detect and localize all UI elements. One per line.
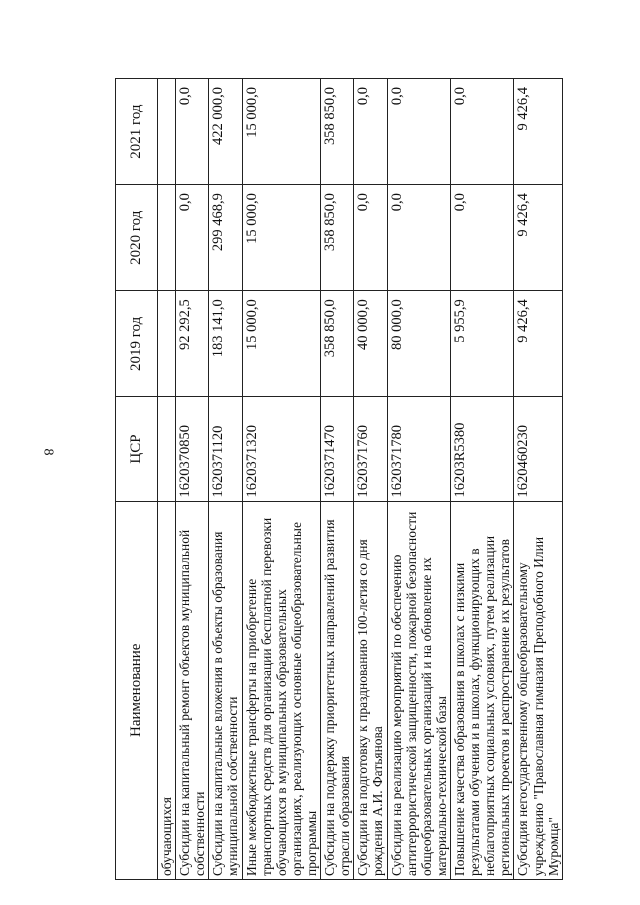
table-row	[176, 79, 209, 880]
row-2021: 358 850,0	[321, 79, 354, 185]
header-2021: 2021 год	[116, 79, 158, 185]
row-2019: 5 955,9	[450, 291, 513, 397]
row-name: Повышение качества образования в школах с низкими результатами обучения и в школах, функционирующих в неблагоприятных социальных условиях, путем реализации региональных проектов и распространение их результатов	[450, 501, 513, 879]
row-code: 1620370850	[176, 397, 209, 501]
row-2020: 0,0	[450, 185, 513, 291]
row-code: 1620371470	[321, 397, 354, 501]
table-row	[209, 79, 242, 880]
row-2020: 299 468,9	[209, 185, 242, 291]
row-code: 1620371780	[387, 397, 450, 501]
row-2021: 0,0	[450, 79, 513, 185]
row-name: Субсидия негосударственному общеобразовательному учреждению "Православная гимназия Преподобного Илии Муромца"	[514, 501, 562, 879]
row-2021: 0,0	[387, 79, 450, 185]
section-continuation-row	[158, 79, 176, 880]
row-2021: 0,0	[354, 79, 387, 185]
row-code: 16203R5380	[450, 397, 513, 501]
row-2020: 0,0	[354, 185, 387, 291]
row-2020: 0,0	[176, 185, 209, 291]
budget-table-rotated	[115, 78, 561, 880]
row-name: Субсидии на капитальные вложения в объекты образования муниципальной собственности	[209, 501, 242, 879]
header-2020: 2020 год	[116, 185, 158, 291]
budget-table	[115, 78, 563, 880]
header-name: Наименование	[116, 501, 158, 879]
header-2019: 2019 год	[116, 291, 158, 397]
row-2019: 40 000,0	[354, 291, 387, 397]
row-2021: 15 000,0	[242, 79, 321, 185]
table-row	[242, 79, 321, 880]
row-2021: 0,0	[176, 79, 209, 185]
row-name: Субсидии на подготовку к празднованию 100-летия со дня рождения А.И. Фатьянова	[354, 501, 387, 879]
row-2020: 0,0	[387, 185, 450, 291]
row-2019: 80 000,0	[387, 291, 450, 397]
page-number: 8	[40, 448, 56, 456]
table-row	[514, 79, 562, 880]
row-2021: 422 000,0	[209, 79, 242, 185]
header-code: ЦСР	[116, 397, 158, 501]
row-2019: 9 426,4	[514, 291, 562, 397]
row-name: Субсидии на поддержку приоритетных направлений развития отрасли образования	[321, 501, 354, 879]
table-row	[387, 79, 450, 880]
row-2019: 15 000,0	[242, 291, 321, 397]
row-name: Иные межбюджетные трансферты на приобретение транспортных средств для организации бесплатной перевозки обучающихся в муниципальных образовательных организациях, реализующих основные общеобразовательные программы	[242, 501, 321, 879]
row-2019: 92 292,5	[176, 291, 209, 397]
row-2019: 183 141,0	[209, 291, 242, 397]
table-header-row	[116, 79, 158, 880]
row-name: Субсидии на реализацию мероприятий по обеспечению антитеррористической защищенности, пожарной безопасности общеобразовательных организаций и на обновление их материально-технической базы	[387, 501, 450, 879]
row-2019: 358 850,0	[321, 291, 354, 397]
row-code: 1620371760	[354, 397, 387, 501]
table-row	[354, 79, 387, 880]
row-2020: 358 850,0	[321, 185, 354, 291]
row-2020: 9 426,4	[514, 185, 562, 291]
row-code: 1620371320	[242, 397, 321, 501]
row-code: 1620371120	[209, 397, 242, 501]
section-continuation: обучающихся	[158, 501, 176, 879]
row-code: 1620460230	[514, 397, 562, 501]
table-row	[450, 79, 513, 880]
row-2021: 9 426,4	[514, 79, 562, 185]
row-name: Субсидии на капитальный ремонт объектов муниципальной собственности	[176, 501, 209, 879]
row-2020: 15 000,0	[242, 185, 321, 291]
table-row	[321, 79, 354, 880]
